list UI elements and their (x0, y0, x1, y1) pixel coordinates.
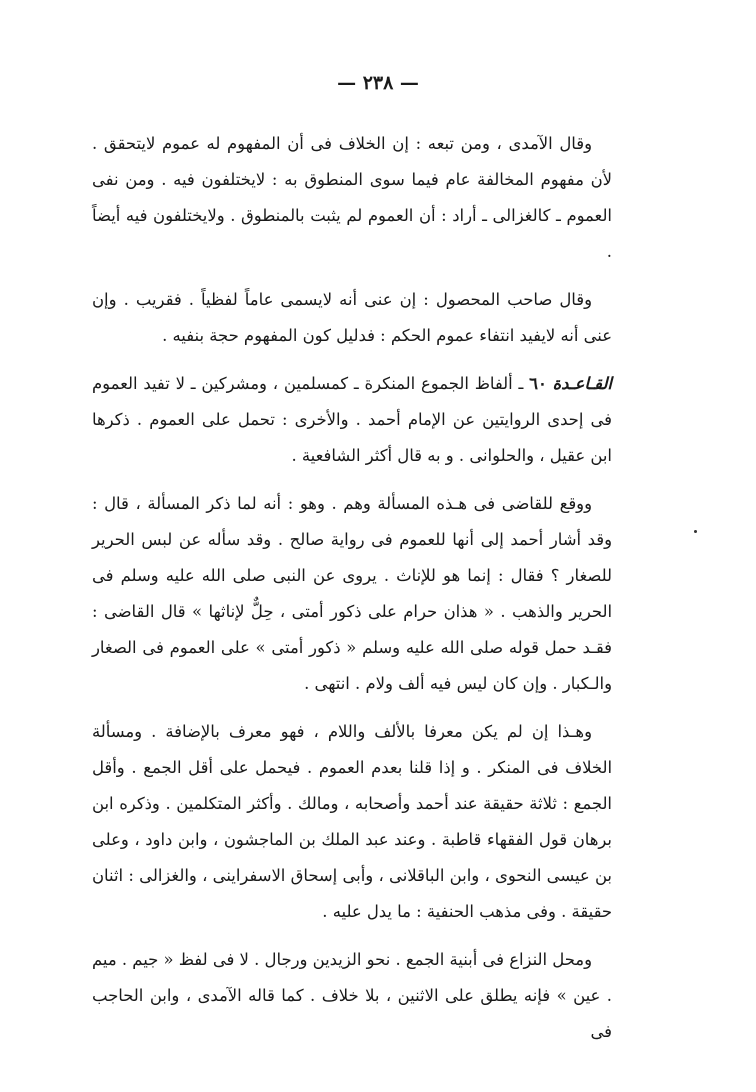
page-text-body (92, 126, 612, 1062)
rule-number: ٦٠ (529, 374, 547, 393)
rule-label: القـاعـدة (552, 374, 612, 393)
paragraph-least-plural: وهـذا إن لم يكن معرفا بالألف واللام ، فهو معرف بالإضافة . ومسألة الخلاف فى المنكر . و إذا قلنا بعدم العموم . فيحمل على أقل الجمع . وأقل الجمع : ثلاثة حقيقة عند أحمد وأصحابه ، ومالك . وأكثر المتكلمين . وذكره ابن برهان قول الفقهاء قاطبة . وعند عبد الملك بن الماجشون ، وابن داود ، وعلى بن عيسى النحوى ، وابن الباقلانى ، وأبى إسحاق الاسفراينى ، والغزالى : اثنان حقيقة . وفى مذهب الحنفية : ما يدل عليه . (92, 722, 612, 921)
paragraph-amidi: وقال الآمدى ، ومن تبعه : إن الخلاف فى أن المفهوم له عموم لايتحقق . لأن مفهوم المخالفة عام فيما سوى المنطوق به : لايختلفون فيه . ومن نفى العموم ـ كالغزالى ـ أراد : أن العموم لم يثبت بالمنطوق . ولايختلفون فيه أيضاً . (92, 134, 612, 261)
paragraph-qadi: ووقع للقاضى فى هـذه المسألة وهم . وهو : أنه لما ذكر المسألة ، قال : وقد أشار أحمد إلى أنها للعموم فى رواية صالح . وقد سأله عن لبس الحرير للصغار ؟ فقال : إنما هو للإناث . يروى عن النبى صلى الله عليه وسلم فى الحرير والذهب . « هذان حرام على ذكور أمتى ، حِلٌّ لإناثها » قال القاضى : فقـد حمل قوله صلى الله عليه وسلم « ذكور أمتى » على العموم فى الصغار والـكبار . وإن كان ليس فيه ألف ولام . انتهى . (92, 494, 612, 693)
print-speck (694, 530, 697, 533)
rule-60-paragraph (92, 366, 612, 474)
paragraph-mahsul: وقال صاحب المحصول : إن عنى أنه لايسمى عاماً لفظياً . فقريب . وإن عنى أنه لايفيد انتفاء عموم الحكم : فدليل كون المفهوم حجة بنفيه . (92, 290, 612, 345)
rule-text: ـ ألفاظ الجموع المنكرة ـ كمسلمين ، ومشركين ـ لا تفيد العموم فى إحدى الروايتين عن الإمام أحمد . والأخرى : تحمل على العموم . ذكرها ابن عقيل ، والحلوانى . و به قال أكثر الشافعية . (92, 374, 612, 465)
page-number: — ٢٣٨ — (337, 72, 419, 94)
paragraph-dispute-scope: ومحل النزاع فى أبنية الجمع . نحو الزيدين ورجال . لا فى لفظ « جيم . ميم . عين » فإنه يطلق على الاثنين ، بلا خلاف . كما قاله الآمدى ، وابن الحاجب فى (92, 950, 612, 1041)
